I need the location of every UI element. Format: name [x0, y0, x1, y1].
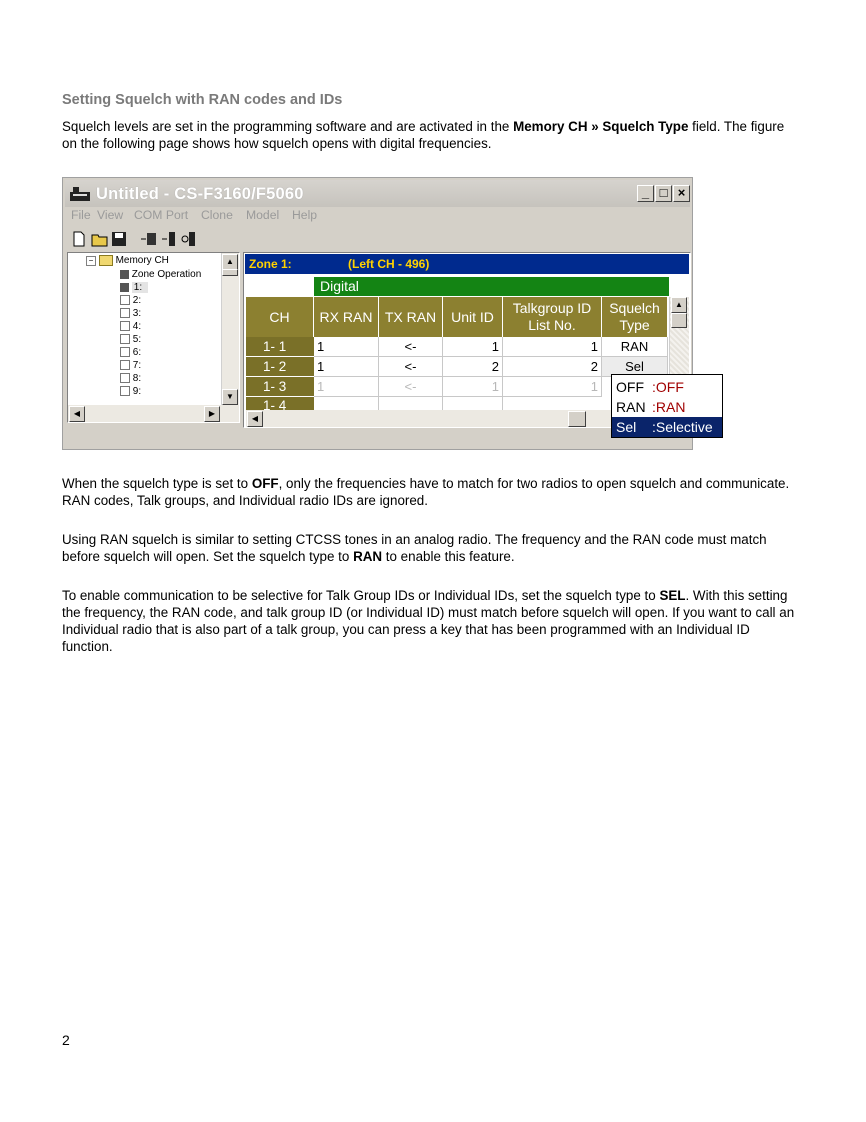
- paragraph-ran: Using RAN squelch is similar to setting CTCSS tones in an analog radio. The frequency and the RAN code must match before squelch will open. Set the squelch type to RAN to enable this feature.: [62, 532, 767, 564]
- menu-model[interactable]: Model: [246, 208, 280, 222]
- write-radio-icon[interactable]: [161, 230, 179, 248]
- cell-rx-ran[interactable]: [314, 397, 379, 411]
- new-file-icon[interactable]: [70, 230, 88, 248]
- page-icon: [120, 386, 130, 396]
- tree-vertical-scrollbar[interactable]: [221, 253, 239, 405]
- menu-file[interactable]: File: [71, 208, 91, 222]
- tree-item-memory-ch[interactable]: − Memory CH: [86, 255, 169, 266]
- tree-item[interactable]: 7:: [120, 360, 141, 371]
- dropdown-option-ran[interactable]: RAN :RAN: [616, 399, 686, 415]
- zone-label: Zone 1:: [249, 257, 292, 271]
- dropdown-option-off[interactable]: OFF :OFF: [616, 379, 684, 395]
- zone-bar: [245, 254, 689, 274]
- zone-icon: [120, 283, 129, 292]
- tree-item[interactable]: 5:: [120, 334, 141, 345]
- tree-item[interactable]: 2:: [120, 295, 141, 306]
- app-icon: [70, 187, 90, 201]
- tree-view: [67, 252, 240, 423]
- tree-item[interactable]: 6:: [120, 347, 141, 358]
- cell-unit-id[interactable]: 2: [443, 357, 503, 377]
- menu-view[interactable]: View: [97, 208, 124, 222]
- tree-item-zone-operation[interactable]: Zone Operation: [120, 269, 201, 280]
- cell-rx-ran[interactable]: 1: [314, 337, 379, 357]
- dropdown-option-selective[interactable]: Sel :Selective: [612, 417, 722, 437]
- page-number: 2: [62, 1032, 70, 1048]
- menu-com-port[interactable]: COM Port: [134, 208, 189, 222]
- minimize-button[interactable]: _: [637, 185, 654, 202]
- digital-group-header: Digital: [314, 277, 669, 296]
- cell-rx-ran[interactable]: 1: [314, 377, 379, 397]
- scroll-up-icon[interactable]: ▲: [222, 254, 238, 270]
- paragraph-sel: To enable communication to be selective for Talk Group IDs or Individual IDs, set the squelch type to SEL. With this setting the frequency, the RAN code, and talk group ID (or Individual ID) must match before squelch will open. If you want to call an Individual radio that is also part of a talk group, you can press a key that has been programmed with an Individual ID function.: [62, 588, 795, 654]
- menu-help[interactable]: Help: [292, 208, 318, 222]
- row-header-ch[interactable]: 1- 4: [246, 397, 314, 411]
- tree-item-zone-1[interactable]: 1:: [120, 282, 148, 293]
- cell-squelch-type[interactable]: RAN: [602, 337, 668, 357]
- page-icon: [120, 334, 130, 344]
- cell-tx-ran[interactable]: <-: [379, 337, 443, 357]
- tree-item[interactable]: 9:: [120, 386, 141, 397]
- tree-horizontal-scrollbar[interactable]: [68, 405, 239, 422]
- cell-talkgroup[interactable]: 1: [503, 337, 602, 357]
- scroll-thumb[interactable]: [222, 269, 238, 276]
- cell-unit-id[interactable]: 1: [443, 337, 503, 357]
- row-header-ch[interactable]: 1- 2: [246, 357, 314, 377]
- page-icon: [120, 308, 130, 318]
- scroll-thumb[interactable]: [568, 411, 586, 427]
- column-header-tx-ran[interactable]: TX RAN: [379, 297, 443, 337]
- page-icon: [120, 347, 130, 357]
- row-header-ch[interactable]: 1- 1: [246, 337, 314, 357]
- scroll-thumb[interactable]: [671, 313, 687, 328]
- cell-tx-ran[interactable]: [379, 397, 443, 411]
- save-icon[interactable]: [110, 230, 128, 248]
- page-icon: [120, 321, 130, 331]
- maximize-button[interactable]: □: [655, 185, 672, 202]
- zone-icon: [120, 270, 129, 279]
- cell-tx-ran[interactable]: <-: [379, 377, 443, 397]
- paragraph-off: When the squelch type is set to OFF, only the frequencies have to match for two radios to open squelch and communicate. RAN codes, Talk groups, and Individual radio IDs are ignored.: [62, 476, 790, 508]
- column-header-squelch-type[interactable]: Squelch Type: [602, 297, 668, 337]
- window-title: Untitled - CS-F3160/F5060: [96, 185, 304, 203]
- clone-radio-icon[interactable]: [180, 230, 198, 248]
- column-header-unit-id[interactable]: Unit ID: [443, 297, 503, 337]
- open-folder-icon[interactable]: [91, 230, 109, 248]
- scroll-up-icon[interactable]: ▲: [671, 297, 687, 313]
- cell-squelch-type-active[interactable]: Sel: [602, 357, 668, 377]
- column-header-talkgroup[interactable]: Talkgroup ID List No.: [503, 297, 602, 337]
- software-window: [62, 177, 693, 450]
- squelch-type-dropdown[interactable]: [611, 374, 723, 438]
- cell-unit-id[interactable]: [443, 397, 503, 411]
- scroll-down-icon[interactable]: ▼: [222, 389, 238, 405]
- folder-icon: [99, 255, 113, 266]
- tree-item[interactable]: 3:: [120, 308, 141, 319]
- cell-tx-ran[interactable]: <-: [379, 357, 443, 377]
- cell-talkgroup[interactable]: 1: [503, 377, 602, 397]
- column-header-ch[interactable]: CH: [246, 297, 314, 337]
- close-button[interactable]: ×: [673, 185, 690, 202]
- page-icon: [120, 373, 130, 383]
- tree-item[interactable]: 4:: [120, 321, 141, 332]
- scroll-left-icon[interactable]: ◀: [247, 411, 263, 427]
- title-bar: [65, 180, 690, 207]
- cell-talkgroup[interactable]: 2: [503, 357, 602, 377]
- section-heading: Setting Squelch with RAN codes and IDs: [62, 92, 343, 108]
- column-header-rx-ran[interactable]: RX RAN: [314, 297, 379, 337]
- collapse-icon[interactable]: −: [86, 256, 96, 266]
- scroll-right-icon[interactable]: ▶: [204, 406, 220, 422]
- zone-info: (Left CH - 496): [348, 257, 430, 271]
- tree-item[interactable]: 8:: [120, 373, 141, 384]
- cell-unit-id[interactable]: 1: [443, 377, 503, 397]
- page-icon: [120, 295, 130, 305]
- menu-clone[interactable]: Clone: [201, 208, 233, 222]
- cell-rx-ran[interactable]: 1: [314, 357, 379, 377]
- intro-paragraph: Squelch levels are set in the programming software and are activated in the Memory CH » Squelch Type field. The figure on the following page shows how squelch opens with digital frequencies.: [62, 119, 785, 151]
- page-icon: [120, 360, 130, 370]
- read-radio-icon[interactable]: [140, 230, 158, 248]
- row-header-ch[interactable]: 1- 3: [246, 377, 314, 397]
- scroll-left-icon[interactable]: ◀: [69, 406, 85, 422]
